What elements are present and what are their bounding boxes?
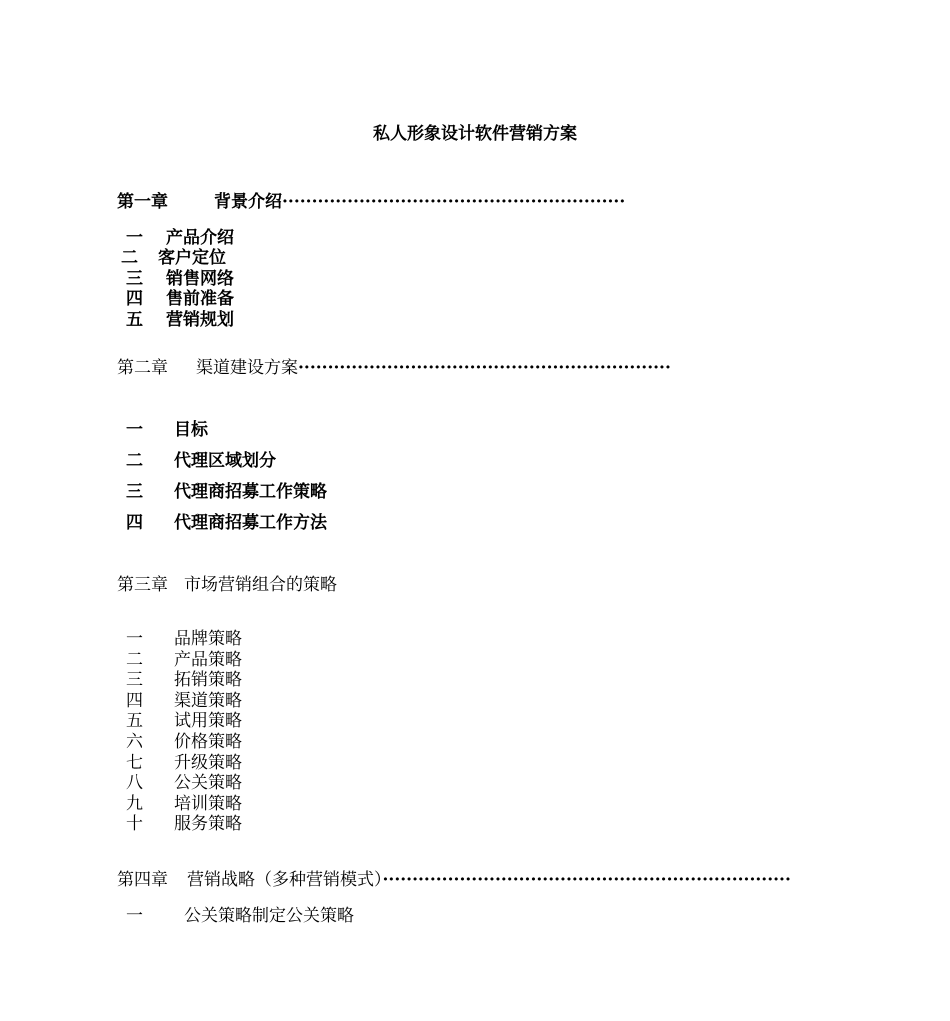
list-item: 三 代理商招募工作策略: [126, 482, 327, 502]
document-title: 私人形象设计软件营销方案: [373, 124, 577, 144]
list-item: 二 客户定位: [121, 248, 226, 268]
chapter-1-leader: ··························································: [282, 192, 626, 212]
chapter-4-leader: ·····································································: [382, 870, 791, 890]
chapter-4-heading: [117, 870, 791, 890]
chapter-1-name: 背景介绍: [214, 192, 282, 212]
list-item: 一 品牌策略: [126, 629, 242, 649]
chapter-2-name: 渠道建设方案: [196, 358, 298, 378]
chapter-1-label: 第一章: [117, 192, 168, 212]
list-item: 四 代理商招募工作方法: [126, 513, 327, 533]
list-item: 五 试用策略: [126, 711, 242, 731]
chapter-3-heading: [117, 575, 337, 595]
chapter-1-heading: [117, 192, 625, 212]
list-item: 三 拓销策略: [126, 670, 242, 690]
chapter-2-label: 第二章: [117, 358, 168, 378]
chapter-2-heading: [117, 358, 671, 378]
list-item: 二 产品策略: [126, 650, 242, 670]
list-item: 一 产品介绍: [126, 228, 234, 248]
chapter-3-label: 第三章: [117, 575, 168, 595]
list-item: 六 价格策略: [126, 732, 242, 752]
chapter-4-name: 营销战略（多种营销模式）: [187, 870, 383, 890]
list-item: 一 目标: [126, 420, 208, 440]
list-item: 四 渠道策略: [126, 691, 242, 711]
list-item: 十 服务策略: [126, 814, 242, 834]
chapter-3-name: 市场营销组合的策略: [184, 575, 337, 595]
chapter-4-label: 第四章: [117, 870, 168, 890]
list-item: 五 营销规划: [126, 310, 234, 330]
list-item: 七 升级策略: [126, 753, 242, 773]
list-item: 四 售前准备: [126, 289, 234, 309]
list-item: 三 销售网络: [126, 269, 234, 289]
list-item: 一 公关策略制定公关策略: [126, 906, 354, 926]
chapter-2-leader: ·······························································: [298, 358, 671, 378]
list-item: 二 代理区域划分: [126, 451, 276, 471]
list-item: 八 公关策略: [126, 773, 242, 793]
list-item: 九 培训策略: [126, 794, 242, 814]
